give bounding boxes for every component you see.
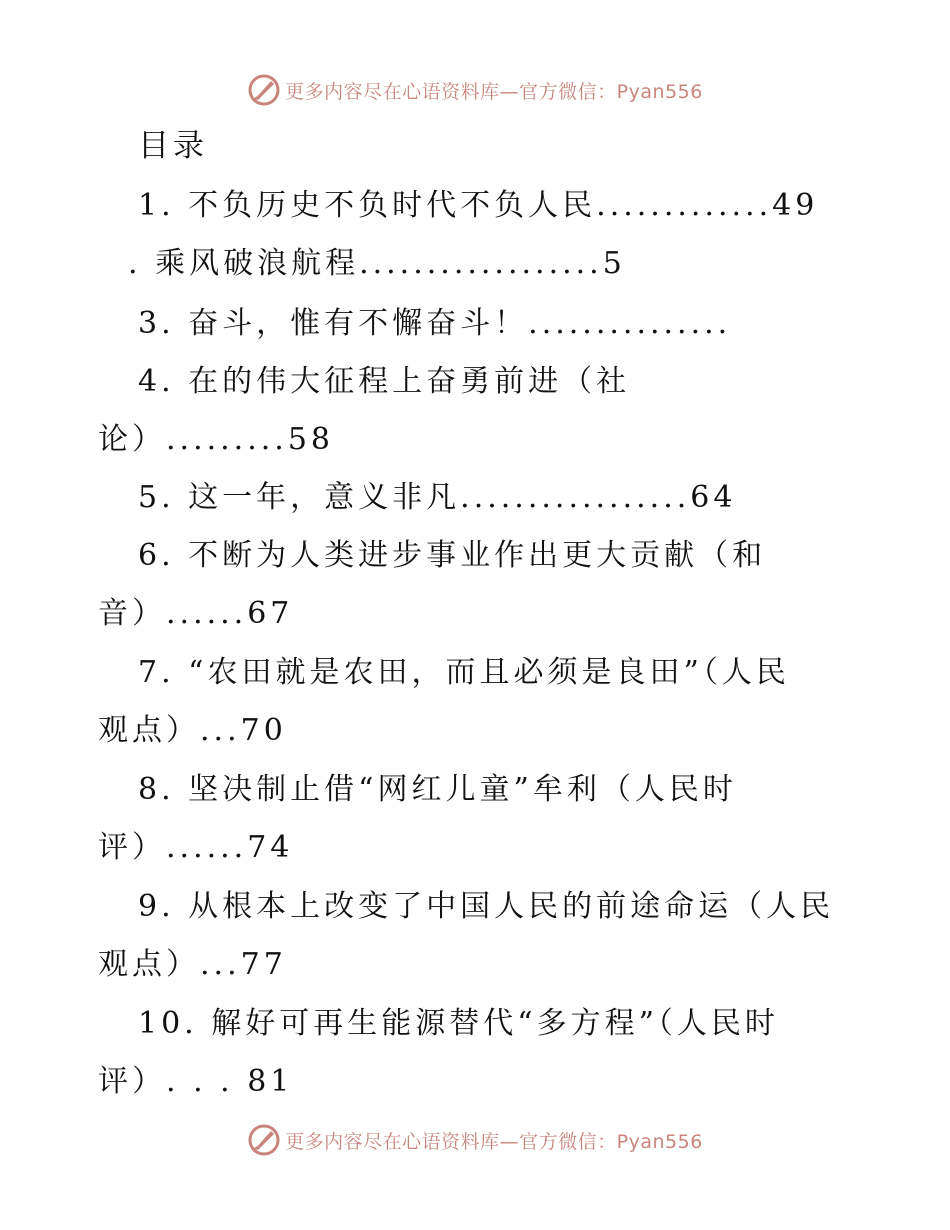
toc-entry-7-cont: 观点）...70 [98,713,287,748]
toc-entry-7: 7. “农田就是农田，而且必须是良田”（人民 [138,655,790,690]
toc-entry-2: . 乘风破浪航程..................5 [128,246,626,281]
toc-entry-4-cont: 论）.........58 [98,422,334,457]
watermark-text: 更多内容尽在心语资料库—官方微信：Pyan556 [285,1130,703,1153]
feather-pen-logo-icon [247,1123,281,1157]
header-watermark [0,70,950,110]
toc-entry-6: 6. 不断为人类进步事业作出更大贡献（和 [138,538,767,573]
toc-entry-8: 8. 坚决制止借“网红儿童”牟利（人民时 [138,772,737,807]
toc-entry-5: 5. 这一年，意义非凡.................64 [138,480,737,515]
footer-watermark [0,1120,950,1160]
toc-entry-6-cont: 音）......67 [98,596,294,631]
toc-title: 目录 [138,128,208,164]
toc-entry-4: 4. 在的伟大征程上奋勇前进（社 [138,364,631,399]
watermark-text: 更多内容尽在心语资料库—官方微信：Pyan556 [285,80,703,103]
toc-entry-10-cont: 评）. . . 81 [98,1064,294,1099]
toc-entry-3: 3. 奋斗，惟有不懈奋斗！............... [138,306,732,341]
toc-entry-1: 1. 不负历史不负时代不负人民.............49 [138,188,819,223]
feather-pen-logo-icon [247,73,281,107]
toc-entry-9: 9. 从根本上改变了中国人民的前途命运（人民 [138,889,835,924]
toc-entry-8-cont: 评）......74 [98,830,294,865]
toc-entry-9-cont: 观点）...77 [98,947,287,982]
toc-entry-10: 10. 解好可再生能源替代“多方程”（人民时 [138,1006,779,1041]
